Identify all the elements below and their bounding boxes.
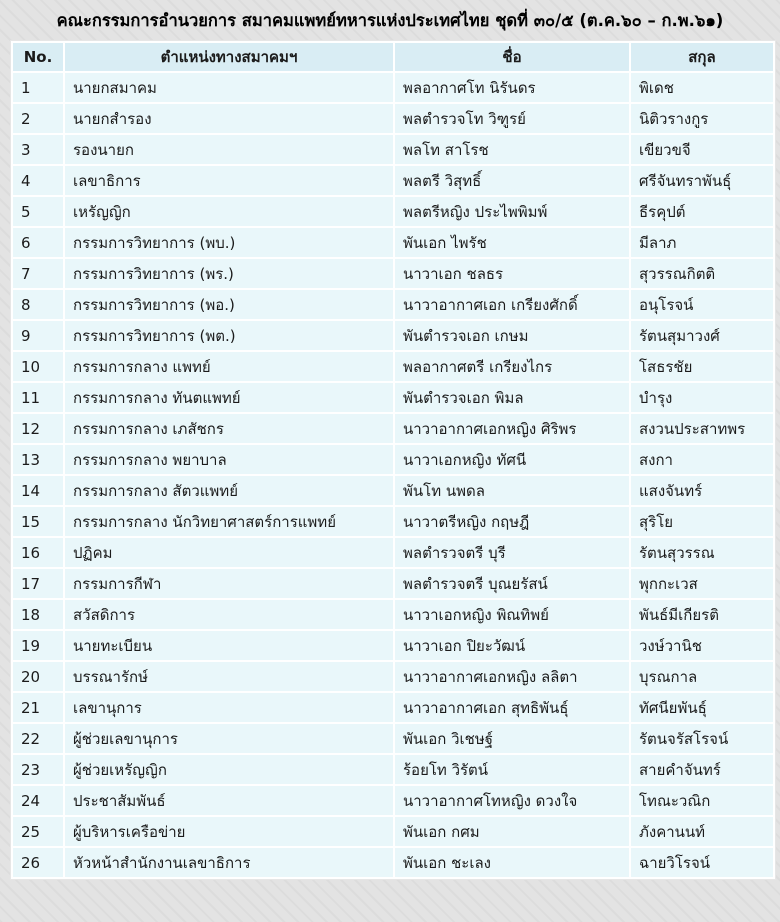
table-row	[13, 631, 773, 660]
row-name: นาวาเอก ปิยะวัฒน์	[395, 631, 629, 660]
table-row	[13, 290, 773, 319]
row-surname: ภังคานนท์	[631, 817, 773, 846]
row-no: 17	[13, 569, 63, 598]
row-name: พันเอก ชะเลง	[395, 848, 629, 877]
row-position: เลขานุการ	[65, 693, 393, 722]
table-row	[13, 197, 773, 226]
row-no: 19	[13, 631, 63, 660]
table-row	[13, 445, 773, 474]
row-name: นาวาเอกหญิง ทัศนี	[395, 445, 629, 474]
table-row	[13, 383, 773, 412]
row-position: กรรมการวิทยาการ (พอ.)	[65, 290, 393, 319]
header-surname: สกุล	[631, 43, 773, 71]
table-header	[13, 43, 773, 71]
row-surname: พันธ์มีเกียรติ	[631, 600, 773, 629]
row-surname: ฉายวิโรจน์	[631, 848, 773, 877]
row-position: กรรมการกลาง สัตวแพทย์	[65, 476, 393, 505]
row-name: พันโท นพดล	[395, 476, 629, 505]
row-position: ผู้ช่วยเลขานุการ	[65, 724, 393, 753]
row-position: กรรมการกลาง พยาบาล	[65, 445, 393, 474]
table-row	[13, 321, 773, 350]
row-no: 20	[13, 662, 63, 691]
row-name: พลตรี วิสุทธิ์	[395, 166, 629, 195]
table-row	[13, 135, 773, 164]
table-row	[13, 569, 773, 598]
row-surname: รัตนสุมาวงศ์	[631, 321, 773, 350]
table-row	[13, 352, 773, 381]
row-position: สวัสดิการ	[65, 600, 393, 629]
row-position: กรรมการวิทยาการ (พบ.)	[65, 228, 393, 257]
table-row	[13, 507, 773, 536]
table-row	[13, 414, 773, 443]
table-row	[13, 786, 773, 815]
row-no: 7	[13, 259, 63, 288]
row-surname: ศรีจันทราพันธุ์	[631, 166, 773, 195]
row-position: บรรณารักษ์	[65, 662, 393, 691]
row-name: พลอากาศตรี เกรียงไกร	[395, 352, 629, 381]
row-surname: ธีรคุปต์	[631, 197, 773, 226]
row-surname: สงกา	[631, 445, 773, 474]
committee-table	[10, 40, 776, 880]
row-surname: สายคำจันทร์	[631, 755, 773, 784]
table-row	[13, 600, 773, 629]
row-name: พลตำรวจตรี บุรี	[395, 538, 629, 567]
row-name: ร้อยโท วิรัตน์	[395, 755, 629, 784]
row-no: 14	[13, 476, 63, 505]
row-name: พลตำรวจตรี บุณยรัสน์	[395, 569, 629, 598]
row-surname: บุรณกาล	[631, 662, 773, 691]
row-position: กรรมการกลาง เภสัชกร	[65, 414, 393, 443]
row-position: กรรมการกลาง นักวิทยาศาสตร์การแพทย์	[65, 507, 393, 536]
header-no: No.	[13, 43, 63, 71]
row-name: นาวาเอกหญิง พิณทิพย์	[395, 600, 629, 629]
row-name: นาวาอากาศเอก สุทธิพันธุ์	[395, 693, 629, 722]
row-no: 6	[13, 228, 63, 257]
row-no: 26	[13, 848, 63, 877]
header-name: ชื่อ	[395, 43, 629, 71]
row-surname: วงษ์วานิช	[631, 631, 773, 660]
row-position: ประชาสัมพันธ์	[65, 786, 393, 815]
table-body	[13, 73, 773, 877]
row-name: นาวาอากาศเอก เกรียงศักดิ์	[395, 290, 629, 319]
row-surname: ทัศนียพันธุ์	[631, 693, 773, 722]
row-name: นาวาอากาศโทหญิง ดวงใจ	[395, 786, 629, 815]
row-surname: รัตนจรัสโรจน์	[631, 724, 773, 753]
row-name: พันเอก วิเชษฐ์	[395, 724, 629, 753]
table-row	[13, 755, 773, 784]
table-row	[13, 724, 773, 753]
row-position: นายกสำรอง	[65, 104, 393, 133]
table-row	[13, 848, 773, 877]
row-no: 23	[13, 755, 63, 784]
row-no: 1	[13, 73, 63, 102]
row-surname: สุวรรณกิตติ	[631, 259, 773, 288]
row-no: 12	[13, 414, 63, 443]
row-no: 9	[13, 321, 63, 350]
row-surname: พุกกะเวส	[631, 569, 773, 598]
row-name: พันตำรวจเอก เกษม	[395, 321, 629, 350]
table-row	[13, 104, 773, 133]
row-no: 13	[13, 445, 63, 474]
row-no: 21	[13, 693, 63, 722]
row-surname: สงวนประสาทพร	[631, 414, 773, 443]
row-no: 25	[13, 817, 63, 846]
row-no: 15	[13, 507, 63, 536]
row-name: นาวาอากาศเอกหญิง ลลิตา	[395, 662, 629, 691]
table-row	[13, 166, 773, 195]
row-name: พลตำรวจโท วิฑูรย์	[395, 104, 629, 133]
table-row	[13, 476, 773, 505]
row-surname: แสงจันทร์	[631, 476, 773, 505]
page-title: คณะกรรมการอำนวยการ สมาคมแพทย์ทหารแห่งประเทศไทย ชุดที่ ๓๐/๕ (ต.ค.๖๐ – ก.พ.๖๑)	[56, 11, 724, 30]
row-no: 16	[13, 538, 63, 567]
row-name: พลอากาศโท นิรันดร	[395, 73, 629, 102]
table-row	[13, 228, 773, 257]
row-name: นาวาเอก ชลธร	[395, 259, 629, 288]
row-name: พลตรีหญิง ประไพพิมพ์	[395, 197, 629, 226]
header-position: ตำแหน่งทางสมาคมฯ	[65, 43, 393, 71]
row-no: 5	[13, 197, 63, 226]
row-surname: รัตนสุวรรณ	[631, 538, 773, 567]
row-position: หัวหน้าสำนักงานเลขาธิการ	[65, 848, 393, 877]
table-row	[13, 259, 773, 288]
row-position: นายกสมาคม	[65, 73, 393, 102]
row-name: นาวาตรีหญิง กฤษฎี	[395, 507, 629, 536]
row-surname: โทณะวณิก	[631, 786, 773, 815]
row-surname: บำรุง	[631, 383, 773, 412]
row-position: กรรมการกลาง ทันตแพทย์	[65, 383, 393, 412]
table-header-row	[13, 43, 773, 71]
row-surname: นิติวรางกูร	[631, 104, 773, 133]
row-position: กรรมการวิทยาการ (พต.)	[65, 321, 393, 350]
row-position: ผู้ช่วยเหรัญญิก	[65, 755, 393, 784]
table-row	[13, 817, 773, 846]
table-row	[13, 538, 773, 567]
row-position: รองนายก	[65, 135, 393, 164]
row-surname: พิเดช	[631, 73, 773, 102]
row-position: ปฏิคม	[65, 538, 393, 567]
row-position: เลขาธิการ	[65, 166, 393, 195]
row-name: นาวาอากาศเอกหญิง ศิริพร	[395, 414, 629, 443]
row-surname: สุริโย	[631, 507, 773, 536]
row-no: 11	[13, 383, 63, 412]
row-position: ผู้บริหารเครือข่าย	[65, 817, 393, 846]
row-name: พันตำรวจเอก พิมล	[395, 383, 629, 412]
row-name: พลโท สาโรช	[395, 135, 629, 164]
row-position: เหรัญญิก	[65, 197, 393, 226]
row-position: กรรมการกีฬา	[65, 569, 393, 598]
row-position: กรรมการวิทยาการ (พร.)	[65, 259, 393, 288]
row-surname: โสธรชัย	[631, 352, 773, 381]
table-row	[13, 693, 773, 722]
row-no: 2	[13, 104, 63, 133]
row-name: พันเอก ไพรัช	[395, 228, 629, 257]
row-no: 4	[13, 166, 63, 195]
row-surname: เขียวขจี	[631, 135, 773, 164]
row-position: นายทะเบียน	[65, 631, 393, 660]
row-no: 3	[13, 135, 63, 164]
row-position: กรรมการกลาง แพทย์	[65, 352, 393, 381]
row-no: 8	[13, 290, 63, 319]
row-no: 22	[13, 724, 63, 753]
row-no: 10	[13, 352, 63, 381]
row-name: พันเอก กศม	[395, 817, 629, 846]
row-surname: อนุโรจน์	[631, 290, 773, 319]
row-surname: มีลาภ	[631, 228, 773, 257]
table-row	[13, 662, 773, 691]
table-row	[13, 73, 773, 102]
row-no: 24	[13, 786, 63, 815]
row-no: 18	[13, 600, 63, 629]
